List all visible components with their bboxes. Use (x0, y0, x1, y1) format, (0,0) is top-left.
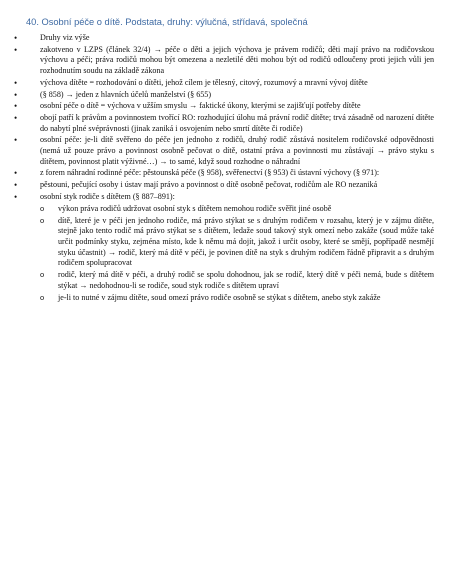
sub-bullet-item: o dítě, které je v péči jen jednoho rodiče, má právo stýkat se s druhým rodičem v rozsahu, který je v zájmu dítěte, stejně jako tento rodič má právo stýkat se s dítětem, ledaže soud takový styk omezí nebo zakáže (soud může také určit podmínky styku, zejména místo, kde k němu má dojít, jakož i určit osoby, které se smějí, popřípadě nesmějí styku účastnit) → rodič, který má dítě v péči, je povinen dítě na styk s druhým rodičem řádně připravit a s druhým rodičem spolupracovat (40, 216, 434, 269)
bullet-item: • osobní péče o dítě = výchova v užším smyslu → faktické úkony, kterými se zajišťují potřeby dítěte (14, 101, 434, 112)
sub-bullet-item: o je-li to nutné v zájmu dítěte, soud omezí právo rodiče osobně se stýkat s dítětem, anebo styk zakáže (40, 293, 434, 304)
bullet-item: • pěstouni, pečující osoby i ústav mají právo a povinnost o dítě osobně pečovat, rodičům ale RO nezaniká (14, 180, 434, 191)
sub-bullet-list (40, 204, 434, 304)
bullet-list (14, 33, 434, 305)
bullet-item: • osobní péče: je-li dítě svěřeno do péče jen jednoho z rodičů, druhý rodič zůstává nositelem rodičovské odpovědnosti (nemá už pouze právo a povinnost osobně pečovat o dítě, ostatní práva a povinnosti mu zůstávají → právo styku s dítětem, povinnost platit výživné…) → to samé, když soud rozhodne o náhradní (14, 135, 434, 167)
sub-bullet-item: o rodič, který má dítě v péči, a druhý rodič se spolu dohodnou, jak se rodič, který dítě v péči nemá, bude s dítětem stýkat → nedohodnou-li se rodiče, soud styk rodiče s dítětem upraví (40, 270, 434, 291)
section-heading: 40. Osobní péče o dítě. Podstata, druhy: výlučná, střídavá, společná (26, 17, 308, 27)
bullet-item-with-sublist (14, 192, 434, 304)
bullet-item: • Druhy viz výše (14, 33, 434, 44)
bullet-item: • z forem náhradní rodinné péče: pěstounská péče (§ 958), svěřenectví (§ 953) či ústavní výchovy (§ 971): (14, 168, 434, 179)
bullet-item: • (§ 858) → jeden z hlavních účelů manželství (§ 655) (14, 90, 434, 101)
sub-bullet-item: o výkon práva rodičů udržovat osobní styk s dítětem nemohou rodiče svěřit jiné osobě (40, 204, 434, 215)
bullet-item: • výchova dítěte = rozhodování o dítěti, jehož cílem je tělesný, citový, rozumový a mravní vývoj dítěte (14, 78, 434, 89)
bullet-item: • zakotveno v LZPS (článek 32/4) → péče o děti a jejich výchova je právem rodičů; děti mají právo na rodičovskou výchovu a péči; práva rodičů mohou být omezena a nezletilé děti mohou být od rodičů odloučeny proti jejich vůli jen rozhodnutím soudu na základě zákona (14, 45, 434, 77)
bullet-item: • obojí patří k právům a povinnostem tvořící RO: rozhodující úlohu má právní rodič dítěte; trvá zásadně od narození dítěte do nabytí plné svéprávnosti (jinak zaniká i osvojením nebo smrtí dítěte či rodiče) (14, 113, 434, 134)
bullet-item-text: osobní styk rodiče s dítětem (§ 887–891): (40, 192, 175, 201)
